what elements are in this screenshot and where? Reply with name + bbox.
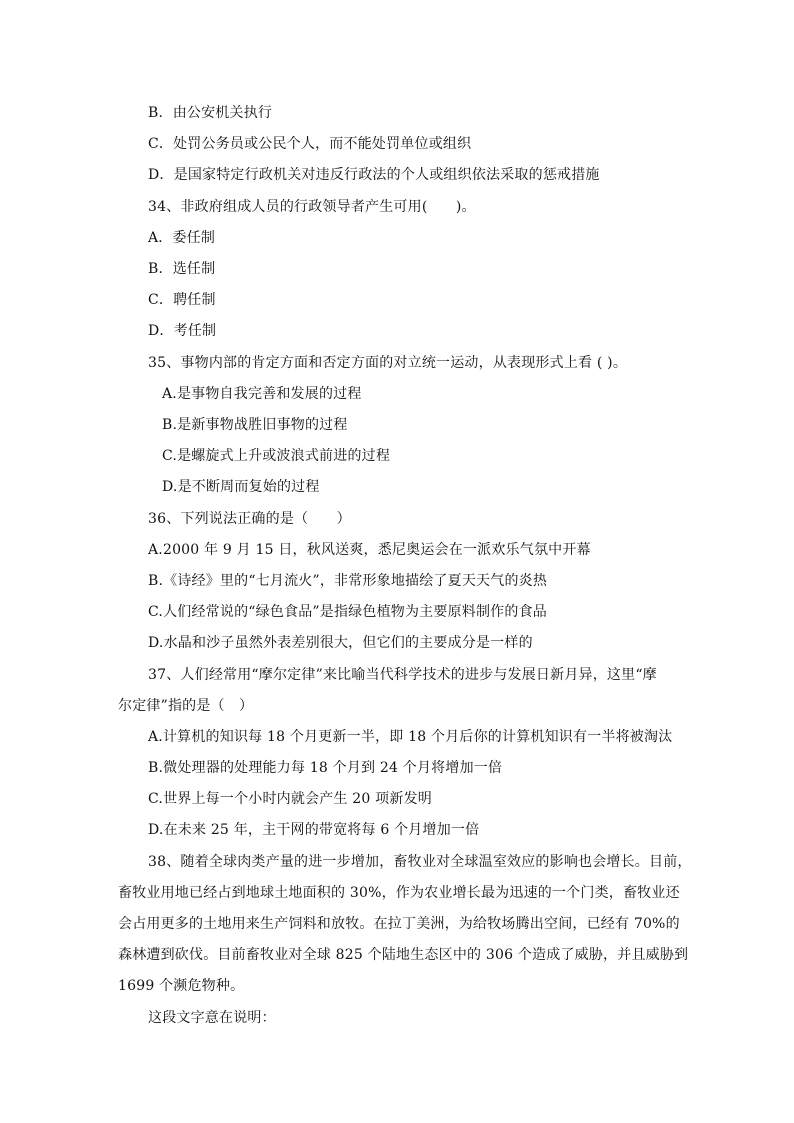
question-35-option-b: B.是新事物战胜旧事物的过程	[162, 417, 348, 433]
question-36-text: 36、下列说法正确的是（ ）	[148, 511, 351, 527]
question-38-prompt: 这段文字意在说明：	[148, 1010, 276, 1026]
question-35-text: 35、事物内部的肯定方面和否定方面的对立统一运动，从表现形式上看 ( )。	[148, 355, 628, 371]
option-d-text: D．是国家特定行政机关对违反行政法的个人或组织依法采取的惩戒措施	[148, 167, 600, 183]
question-35-option-a: A.是事物自我完善和发展的过程	[162, 386, 362, 402]
question-34-option-d: D．考任制	[148, 323, 217, 339]
question-37-option-a: A.计算机的知识每 18 个月更新一半，即 18 个月后你的计算机知识有一半将被淘汰	[148, 729, 673, 745]
question-38-text-line-4: 森林遭到砍伐。目前畜牧业对全球 825 个陆地生态区中的 306 个造成了威胁，并且威胁到	[118, 947, 689, 963]
question-38-text-line-2: 畜牧业用地已经占到地球土地面积的 30%，作为农业增长最为迅速的一个门类，畜牧业还	[118, 885, 680, 901]
question-34-text: 34、非政府组成人员的行政领导者产生可用( )。	[148, 199, 476, 215]
question-37-text-line-1: 37、人们经常用“摩尔定律”来比喻当代科学技术的进步与发展日新月异，这里“摩	[148, 667, 657, 683]
question-37-text-line-2: 尔定律”指的是（ ）	[118, 698, 254, 714]
question-36-option-d: D.水晶和沙子虽然外表差别很大，但它们的主要成分是一样的	[148, 635, 533, 651]
question-38-text-line-3: 会占用更多的土地用来生产饲料和放牧。在拉丁美洲，为给牧场腾出空间，已经有 70%的	[118, 916, 680, 932]
question-37-option-b: B.微处理器的处理能力每 18 个月到 24 个月将增加一倍	[148, 760, 503, 776]
question-34-option-a: A．委任制	[148, 230, 216, 246]
question-38-text-line-5: 1699 个濒危物种。	[118, 978, 245, 994]
option-c-text: C．处罚公务员或公民个人，而不能处罚单位或组织	[148, 136, 472, 152]
question-35-option-c: C.是螺旋式上升或波浪式前进的过程	[162, 448, 391, 464]
option-b-text: B．由公安机关执行	[148, 105, 273, 121]
question-37-option-c: C.世界上每一个小时内就会产生 20 项新发明	[148, 791, 432, 807]
question-34-option-c: C．聘任制	[148, 292, 216, 308]
question-35-option-d: D.是不断周而复始的过程	[162, 479, 320, 495]
question-36-option-c: C.人们经常说的“绿色食品”是指绿色植物为主要原料制作的食品	[148, 604, 547, 620]
question-36-option-a: A.2000 年 9 月 15 日，秋风送爽，悉尼奥运会在一派欢乐气氛中开幕	[148, 542, 591, 558]
question-38-text-line-1: 38、随着全球肉类产量的进一步增加，畜牧业对全球温室效应的影响也会增长。目前，	[148, 854, 692, 870]
question-37-option-d: D.在未来 25 年，主干网的带宽将每 6 个月增加一倍	[148, 822, 480, 838]
question-34-option-b: B．选任制	[148, 261, 216, 277]
question-36-option-b: B.《诗经》里的“七月流火”，非常形象地描绘了夏天天气的炎热	[148, 573, 548, 589]
